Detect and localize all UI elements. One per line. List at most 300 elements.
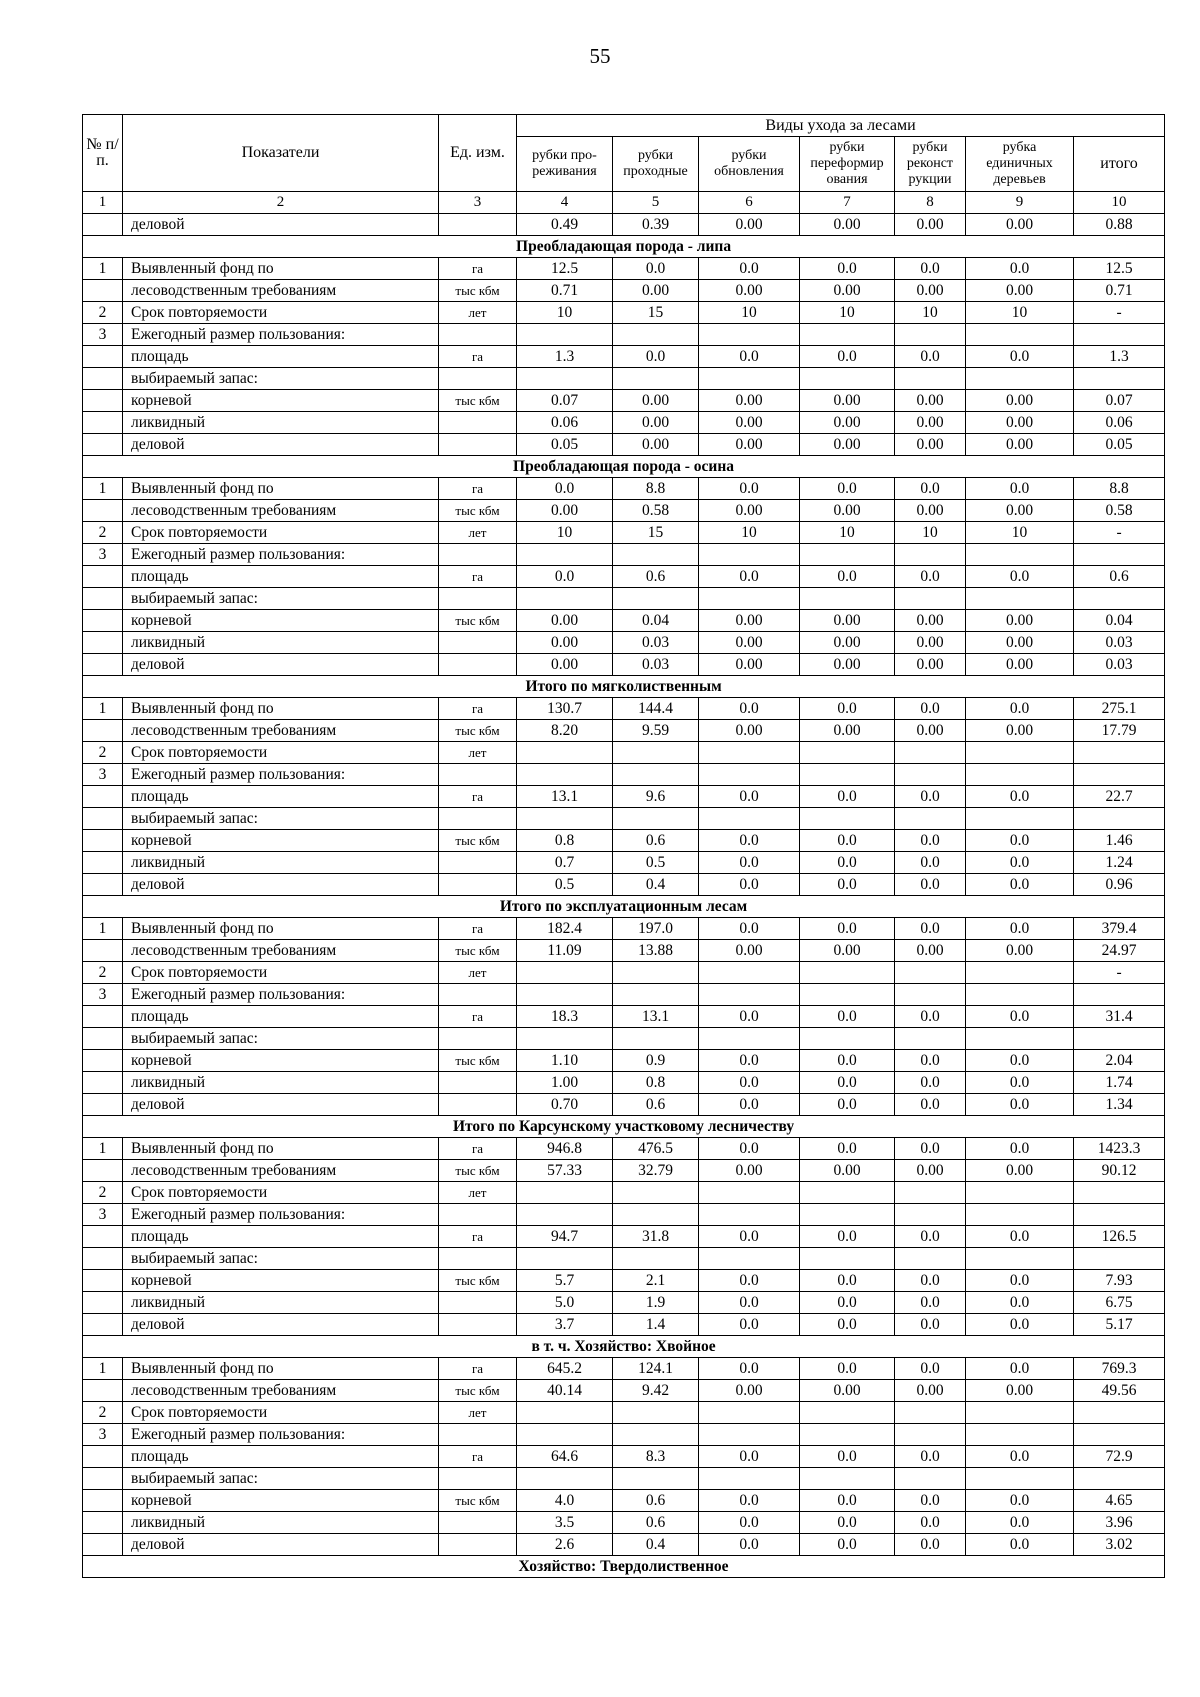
row-unit: [439, 544, 517, 566]
row-value: 0.0: [966, 478, 1074, 500]
row-value: 0.0: [800, 1512, 895, 1534]
row-value: 0.0: [966, 1226, 1074, 1248]
row-indicator: Ежегодный размер пользования:: [123, 324, 439, 346]
row-value: 3.7: [517, 1314, 613, 1336]
row-value: 0.0: [699, 1006, 800, 1028]
row-value: 0.00: [613, 390, 699, 412]
row-indicator: ликвидный: [123, 412, 439, 434]
header-col-total: итого: [1074, 137, 1165, 192]
row-value: [1074, 742, 1165, 764]
row-value: 0.0: [966, 1534, 1074, 1556]
row-value: [699, 764, 800, 786]
row-value: [517, 808, 613, 830]
page-number: 55: [589, 44, 611, 68]
row-value: 0.00: [895, 434, 966, 456]
row-value: 0.00: [517, 632, 613, 654]
row-unit: лет: [439, 522, 517, 544]
row-value: 0.0: [699, 698, 800, 720]
row-value: 0.0: [699, 1226, 800, 1248]
row-unit: [439, 808, 517, 830]
table-row: [83, 1072, 1165, 1094]
row-indicator: корневой: [123, 1270, 439, 1292]
row-value: 0.06: [517, 412, 613, 434]
row-value: 0.00: [895, 280, 966, 302]
row-indicator: Срок повторяемости: [123, 1402, 439, 1424]
row-value: 0.0: [895, 830, 966, 852]
section-row: [83, 896, 1165, 918]
row-value: 12.5: [517, 258, 613, 280]
row-value: [895, 368, 966, 390]
row-unit: лет: [439, 1402, 517, 1424]
row-value: 0.0: [800, 1072, 895, 1094]
row-indicator: ликвидный: [123, 1292, 439, 1314]
row-value: 0.0: [800, 566, 895, 588]
section-title: Итого по эксплуатационным лесам: [83, 896, 1165, 918]
row-value: 1.24: [1074, 852, 1165, 874]
row-value: 0.0: [895, 1006, 966, 1028]
row-indicator: Выявленный фонд по: [123, 478, 439, 500]
row-indicator: Ежегодный размер пользования:: [123, 1424, 439, 1446]
row-value: 0.88: [1074, 214, 1165, 236]
row-value: 0.00: [699, 390, 800, 412]
table-row: [83, 1468, 1165, 1490]
row-value: 10: [517, 302, 613, 324]
row-value: 0.4: [613, 874, 699, 896]
row-indicator: Срок повторяемости: [123, 962, 439, 984]
row-value: [699, 1402, 800, 1424]
row-indicator: выбираемый запас:: [123, 1028, 439, 1050]
row-value: 31.4: [1074, 1006, 1165, 1028]
row-number: 3: [83, 764, 123, 786]
row-value: [517, 1402, 613, 1424]
table-row: [83, 544, 1165, 566]
row-value: 0.0: [966, 1512, 1074, 1534]
table-row: [83, 588, 1165, 610]
row-indicator: деловой: [123, 654, 439, 676]
row-value: [966, 324, 1074, 346]
row-value: 0.0: [895, 1072, 966, 1094]
row-value: 0.0: [800, 852, 895, 874]
row-value: 0.00: [966, 720, 1074, 742]
row-value: 11.09: [517, 940, 613, 962]
row-number: [83, 874, 123, 896]
row-unit: [439, 1534, 517, 1556]
row-value: 0.9: [613, 1050, 699, 1072]
row-value: 13.1: [517, 786, 613, 808]
section-row: [83, 1556, 1165, 1578]
row-value: [517, 984, 613, 1006]
table-row: [83, 1226, 1165, 1248]
row-value: 0.03: [1074, 632, 1165, 654]
column-number: 1: [83, 192, 123, 214]
row-value: 0.0: [800, 786, 895, 808]
row-value: 0.0: [895, 918, 966, 940]
row-number: [83, 1512, 123, 1534]
row-value: 9.59: [613, 720, 699, 742]
row-value: [800, 764, 895, 786]
row-value: 0.0: [800, 1270, 895, 1292]
row-number: [83, 214, 123, 236]
row-unit: [439, 1314, 517, 1336]
row-indicator: выбираемый запас:: [123, 808, 439, 830]
row-unit: тыс кбм: [439, 390, 517, 412]
table-row: [83, 214, 1165, 236]
row-value: 0.0: [895, 1292, 966, 1314]
row-value: 0.00: [517, 500, 613, 522]
row-value: [800, 544, 895, 566]
row-value: 0.0: [699, 1292, 800, 1314]
row-value: 0.00: [895, 412, 966, 434]
row-value: 5.0: [517, 1292, 613, 1314]
row-unit: лет: [439, 742, 517, 764]
row-value: 7.93: [1074, 1270, 1165, 1292]
row-value: 0.07: [1074, 390, 1165, 412]
row-value: 0.96: [1074, 874, 1165, 896]
row-unit: га: [439, 478, 517, 500]
row-value: [699, 544, 800, 566]
table-row: [83, 258, 1165, 280]
row-value: 0.00: [699, 1380, 800, 1402]
row-unit: [439, 1248, 517, 1270]
table-row: [83, 324, 1165, 346]
table-row: [83, 610, 1165, 632]
row-value: 0.0: [800, 918, 895, 940]
row-value: [699, 324, 800, 346]
row-number: [83, 1248, 123, 1270]
row-value: 0.00: [699, 654, 800, 676]
row-value: [895, 962, 966, 984]
row-value: 0.00: [800, 1160, 895, 1182]
row-indicator: площадь: [123, 346, 439, 368]
row-value: [517, 588, 613, 610]
row-value: 0.71: [1074, 280, 1165, 302]
row-value: 0.0: [895, 698, 966, 720]
section-row: [83, 456, 1165, 478]
section-row: [83, 1336, 1165, 1358]
row-value: 0.00: [800, 654, 895, 676]
row-indicator: площадь: [123, 1446, 439, 1468]
row-indicator: ликвидный: [123, 1072, 439, 1094]
table-row: [83, 874, 1165, 896]
row-indicator: Выявленный фонд по: [123, 918, 439, 940]
row-value: 0.00: [800, 500, 895, 522]
row-unit: [439, 874, 517, 896]
row-value: [613, 1028, 699, 1050]
row-value: [517, 764, 613, 786]
row-value: 0.0: [895, 1358, 966, 1380]
row-number: 1: [83, 478, 123, 500]
column-number: 4: [517, 192, 613, 214]
row-unit: га: [439, 1446, 517, 1468]
row-value: [613, 962, 699, 984]
row-value: 0.0: [699, 852, 800, 874]
row-value: 12.5: [1074, 258, 1165, 280]
row-value: 0.00: [800, 214, 895, 236]
row-value: [613, 324, 699, 346]
row-value: 2.6: [517, 1534, 613, 1556]
row-value: [1074, 984, 1165, 1006]
row-value: 124.1: [613, 1358, 699, 1380]
row-value: [699, 742, 800, 764]
row-indicator: деловой: [123, 1534, 439, 1556]
row-value: [613, 808, 699, 830]
row-value: 0.6: [613, 1490, 699, 1512]
table-row: [83, 1270, 1165, 1292]
row-indicator: площадь: [123, 1006, 439, 1028]
table-row: [83, 434, 1165, 456]
row-value: 0.6: [1074, 566, 1165, 588]
row-indicator: Ежегодный размер пользования:: [123, 1204, 439, 1226]
row-value: 0.00: [800, 390, 895, 412]
row-number: 1: [83, 1138, 123, 1160]
row-value: 0.00: [895, 720, 966, 742]
column-number: 8: [895, 192, 966, 214]
row-value: [800, 324, 895, 346]
row-unit: лет: [439, 302, 517, 324]
row-value: 0.0: [517, 566, 613, 588]
row-unit: [439, 632, 517, 654]
row-value: [699, 1204, 800, 1226]
row-value: 0.00: [966, 214, 1074, 236]
row-number: 1: [83, 258, 123, 280]
table-row: [83, 830, 1165, 852]
row-value: 17.79: [1074, 720, 1165, 742]
row-value: 3.02: [1074, 1534, 1165, 1556]
row-value: [895, 808, 966, 830]
row-unit: [439, 1072, 517, 1094]
row-value: [517, 962, 613, 984]
row-value: 0.4: [613, 1534, 699, 1556]
row-indicator: Срок повторяемости: [123, 1182, 439, 1204]
row-value: [517, 544, 613, 566]
row-value: 645.2: [517, 1358, 613, 1380]
row-value: 4.65: [1074, 1490, 1165, 1512]
row-indicator: корневой: [123, 1490, 439, 1512]
row-value: 0.5: [517, 874, 613, 896]
row-value: 126.5: [1074, 1226, 1165, 1248]
row-value: 13.1: [613, 1006, 699, 1028]
row-value: 3.96: [1074, 1512, 1165, 1534]
column-numbers-row: [83, 192, 1165, 214]
header-indicators: Показатели: [123, 115, 439, 192]
row-value: 0.0: [966, 1490, 1074, 1512]
row-indicator: лесоводственным требованиям: [123, 1380, 439, 1402]
row-value: 0.0: [800, 1446, 895, 1468]
header-col-3: рубки обновления: [699, 137, 800, 192]
row-value: [517, 1204, 613, 1226]
section-row: [83, 1116, 1165, 1138]
column-number: 10: [1074, 192, 1165, 214]
row-number: [83, 280, 123, 302]
row-value: 0.00: [895, 632, 966, 654]
section-title: Итого по Карсунскому участковому лесничеству: [83, 1116, 1165, 1138]
column-number: 5: [613, 192, 699, 214]
row-value: 275.1: [1074, 698, 1165, 720]
row-number: [83, 1534, 123, 1556]
table-row: [83, 1380, 1165, 1402]
table-row: [83, 632, 1165, 654]
row-value: 1.34: [1074, 1094, 1165, 1116]
row-unit: лет: [439, 1182, 517, 1204]
row-value: [613, 764, 699, 786]
row-value: 0.0: [699, 1358, 800, 1380]
row-value: 10: [966, 302, 1074, 324]
row-value: 0.07: [517, 390, 613, 412]
row-value: 144.4: [613, 698, 699, 720]
row-number: [83, 940, 123, 962]
row-value: 0.03: [613, 654, 699, 676]
table-row: [83, 522, 1165, 544]
row-value: [1074, 1028, 1165, 1050]
row-value: 0.0: [699, 786, 800, 808]
row-value: 0.00: [966, 412, 1074, 434]
row-value: 0.0: [895, 478, 966, 500]
row-value: [699, 588, 800, 610]
row-value: 0.6: [613, 1512, 699, 1534]
header-group: Виды ухода за лесами: [517, 115, 1165, 137]
row-indicator: лесоводственным требованиям: [123, 1160, 439, 1182]
row-value: 0.0: [966, 1094, 1074, 1116]
row-unit: га: [439, 1138, 517, 1160]
row-value: [517, 1182, 613, 1204]
table-row: [83, 786, 1165, 808]
row-value: [699, 1248, 800, 1270]
table-row: [83, 566, 1165, 588]
row-number: [83, 390, 123, 412]
row-number: [83, 632, 123, 654]
row-value: 0.00: [699, 632, 800, 654]
row-value: [895, 742, 966, 764]
row-value: 0.03: [1074, 654, 1165, 676]
row-value: [613, 1182, 699, 1204]
row-value: 0.0: [966, 1050, 1074, 1072]
row-number: [83, 830, 123, 852]
row-indicator: Ежегодный размер пользования:: [123, 764, 439, 786]
row-value: 0.00: [699, 610, 800, 632]
row-value: 0.04: [613, 610, 699, 632]
row-value: 0.00: [613, 434, 699, 456]
row-value: [613, 1468, 699, 1490]
header-col-6: рубка единичных деревьев: [966, 137, 1074, 192]
header-col-4: рубки переформир ования: [800, 137, 895, 192]
row-unit: [439, 434, 517, 456]
row-value: [800, 1028, 895, 1050]
row-value: 0.06: [1074, 412, 1165, 434]
row-value: [895, 1204, 966, 1226]
row-indicator: деловой: [123, 434, 439, 456]
row-value: [517, 1424, 613, 1446]
row-value: 0.00: [699, 1160, 800, 1182]
row-unit: [439, 1424, 517, 1446]
row-value: 0.00: [966, 500, 1074, 522]
row-value: 5.17: [1074, 1314, 1165, 1336]
row-number: [83, 1292, 123, 1314]
row-value: 0.00: [517, 610, 613, 632]
row-number: [83, 720, 123, 742]
table-row: [83, 1094, 1165, 1116]
row-value: [613, 1248, 699, 1270]
row-value: 8.3: [613, 1446, 699, 1468]
row-value: 90.12: [1074, 1160, 1165, 1182]
row-value: 0.0: [800, 1358, 895, 1380]
row-value: 0.0: [699, 478, 800, 500]
row-number: [83, 1314, 123, 1336]
row-value: [966, 962, 1074, 984]
row-value: 0.0: [966, 1006, 1074, 1028]
row-indicator: корневой: [123, 830, 439, 852]
row-value: 0.0: [895, 1512, 966, 1534]
row-number: [83, 654, 123, 676]
row-value: -: [1074, 962, 1165, 984]
row-number: [83, 1094, 123, 1116]
row-number: 1: [83, 918, 123, 940]
row-value: [800, 1182, 895, 1204]
section-row: [83, 676, 1165, 698]
row-value: 0.0: [895, 566, 966, 588]
row-number: [83, 808, 123, 830]
row-number: [83, 1006, 123, 1028]
row-number: 3: [83, 1204, 123, 1226]
row-value: 0.0: [895, 258, 966, 280]
row-value: 0.00: [895, 214, 966, 236]
table-row: [83, 1446, 1165, 1468]
row-value: 0.0: [966, 1270, 1074, 1292]
row-value: 130.7: [517, 698, 613, 720]
table-row: [83, 368, 1165, 390]
row-value: 0.0: [800, 874, 895, 896]
row-value: 0.00: [966, 654, 1074, 676]
table-row: [83, 940, 1165, 962]
table-row: [83, 852, 1165, 874]
row-value: 0.00: [966, 632, 1074, 654]
row-indicator: лесоводственным требованиям: [123, 280, 439, 302]
row-value: 8.8: [613, 478, 699, 500]
row-value: 0.00: [895, 940, 966, 962]
row-value: [1074, 1402, 1165, 1424]
row-indicator: деловой: [123, 214, 439, 236]
row-value: 0.0: [895, 1490, 966, 1512]
row-number: [83, 1490, 123, 1512]
row-value: 0.0: [699, 1094, 800, 1116]
row-value: [800, 1424, 895, 1446]
row-indicator: Ежегодный размер пользования:: [123, 984, 439, 1006]
row-value: 197.0: [613, 918, 699, 940]
row-value: [699, 808, 800, 830]
row-value: 1.46: [1074, 830, 1165, 852]
row-number: [83, 434, 123, 456]
row-value: 0.0: [895, 1446, 966, 1468]
row-value: [800, 1204, 895, 1226]
row-value: 0.0: [966, 852, 1074, 874]
row-number: [83, 412, 123, 434]
row-value: 0.0: [699, 1490, 800, 1512]
row-value: 10: [966, 522, 1074, 544]
row-value: 2.04: [1074, 1050, 1165, 1072]
row-value: 0.0: [800, 698, 895, 720]
row-number: 2: [83, 522, 123, 544]
row-value: [895, 1424, 966, 1446]
row-value: 0.0: [613, 258, 699, 280]
row-number: [83, 1446, 123, 1468]
row-number: [83, 786, 123, 808]
row-unit: тыс кбм: [439, 1270, 517, 1292]
row-number: 1: [83, 698, 123, 720]
row-value: [517, 742, 613, 764]
row-value: [517, 368, 613, 390]
row-value: 0.0: [966, 1314, 1074, 1336]
header-col-1: рубки про- реживания: [517, 137, 613, 192]
row-value: [613, 984, 699, 1006]
